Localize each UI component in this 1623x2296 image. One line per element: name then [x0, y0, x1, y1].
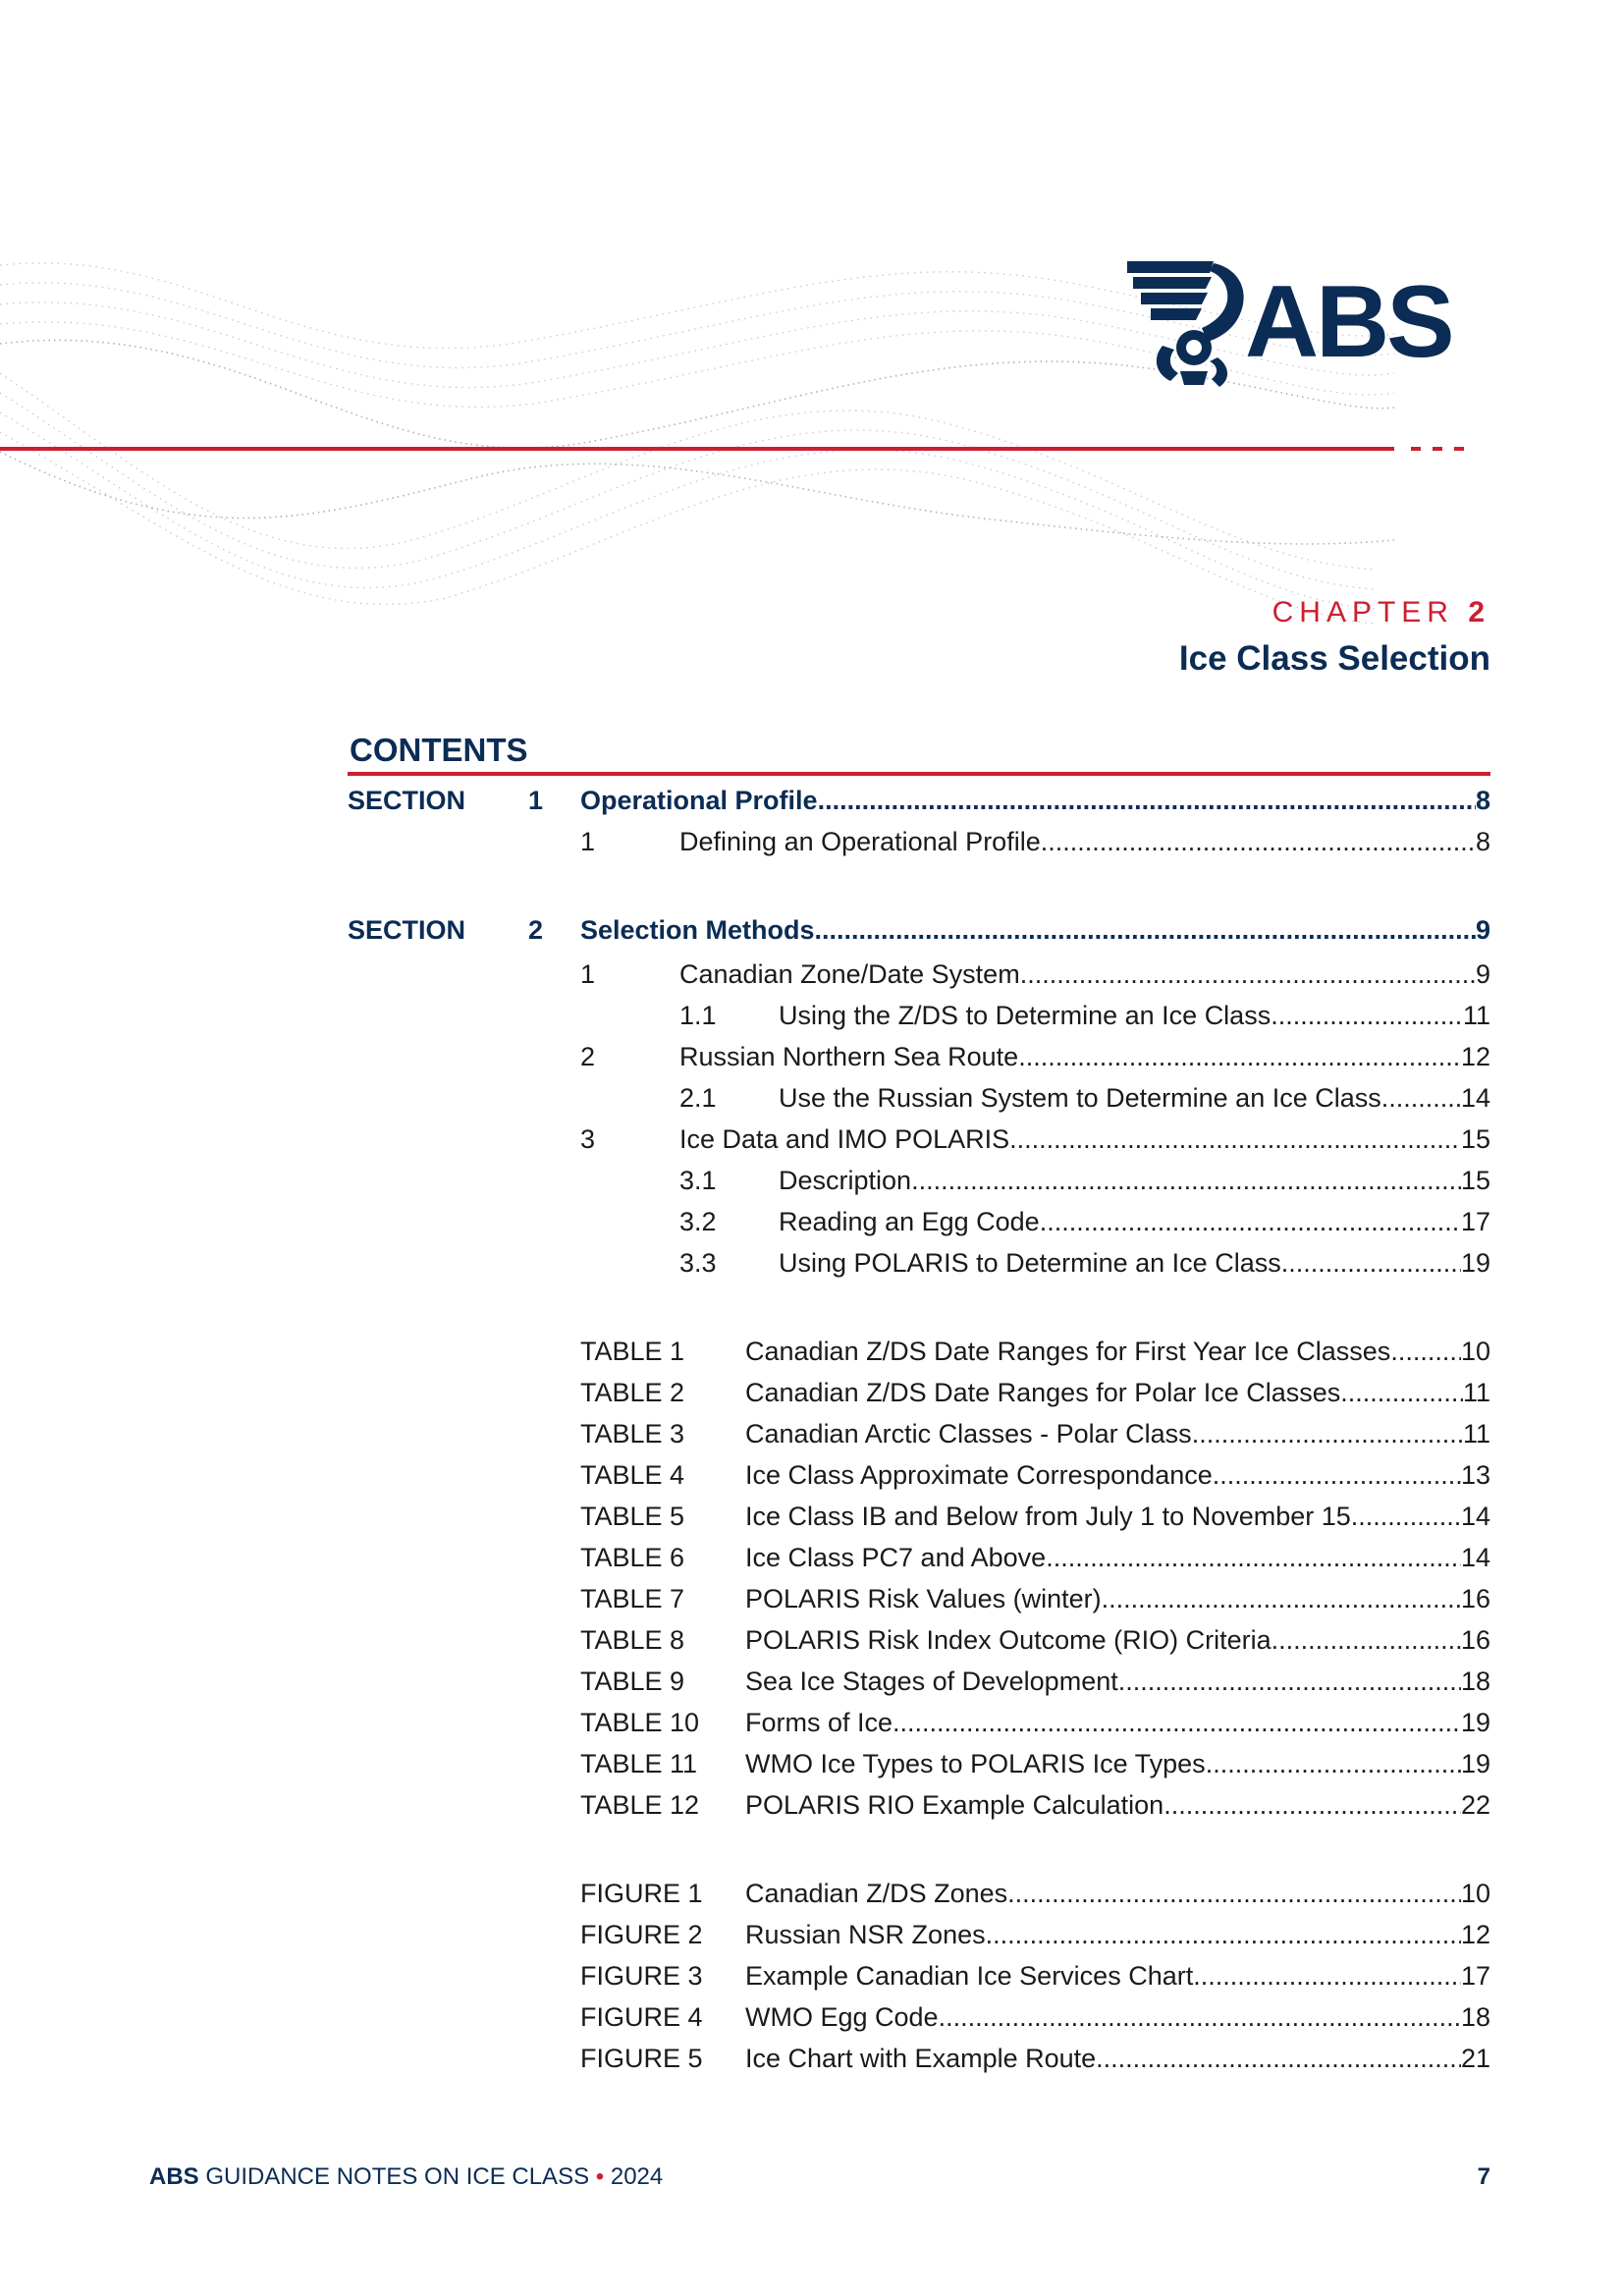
- figure-title: WMO Egg Code: [745, 2002, 939, 2032]
- item-number: 3.1: [679, 1166, 717, 1195]
- page-number: 11: [1462, 1001, 1490, 1030]
- table-entry[interactable]: [0, 1457, 1623, 1493]
- page-number: 15: [1460, 1166, 1490, 1195]
- leader-dots: [1213, 1457, 1461, 1493]
- toc-entry[interactable]: [745, 1581, 1490, 1616]
- figure-entry[interactable]: [0, 1999, 1623, 2035]
- item-number: 3: [580, 1124, 596, 1154]
- page-number: 10: [1460, 1337, 1490, 1366]
- toc-entry[interactable]: [745, 1375, 1490, 1410]
- table-title: POLARIS Risk Index Outcome (RIO) Criteria: [745, 1625, 1271, 1655]
- leader-dots: [911, 1163, 1461, 1198]
- leader-dots: [1007, 1876, 1461, 1911]
- leader-dots: [893, 1705, 1461, 1740]
- table-title: Ice Class PC7 and Above: [745, 1543, 1047, 1572]
- page-number: 16: [1460, 1625, 1490, 1655]
- toc-entry[interactable]: [679, 1121, 1490, 1157]
- toc-subitem[interactable]: [0, 998, 1623, 1033]
- table-title: Canadian Z/DS Date Ranges for Polar Ice Classes: [745, 1378, 1341, 1407]
- toc-entry[interactable]: [779, 1204, 1490, 1239]
- item-title: Using POLARIS to Determine an Ice Class: [779, 1248, 1281, 1278]
- figure-label: FIGURE 4: [580, 2002, 703, 2032]
- leader-dots: [1040, 1204, 1461, 1239]
- table-label: TABLE 11: [580, 1749, 698, 1778]
- table-label: TABLE 8: [580, 1625, 685, 1655]
- item-number: 1: [580, 827, 596, 856]
- section-label: SECTION: [348, 786, 466, 815]
- figure-entry[interactable]: [0, 1958, 1623, 1994]
- toc-entry[interactable]: [745, 1416, 1490, 1451]
- page-number: 14: [1460, 1083, 1490, 1113]
- table-title: Ice Class Approximate Correspondance: [745, 1460, 1213, 1490]
- table-label: TABLE 3: [580, 1419, 685, 1449]
- page-number: 17: [1460, 1961, 1490, 1991]
- item-title: Defining an Operational Profile: [679, 827, 1041, 856]
- leader-dots: [1281, 1245, 1461, 1281]
- abs-logo: [1129, 259, 1483, 397]
- toc-entry[interactable]: [745, 1540, 1490, 1575]
- page-number: 10: [1460, 1879, 1490, 1908]
- section-row[interactable]: [0, 912, 1623, 948]
- toc-item[interactable]: [0, 957, 1623, 992]
- footer-brand: ABS: [149, 2163, 199, 2190]
- page-number: 13: [1460, 1460, 1490, 1490]
- page-number: 19: [1460, 1708, 1490, 1737]
- leader-dots: [1046, 1540, 1461, 1575]
- leader-dots: [1193, 1958, 1461, 1994]
- item-number: 1: [580, 959, 596, 989]
- toc-subitem[interactable]: [0, 1245, 1623, 1281]
- toc-entry[interactable]: [745, 1958, 1490, 1994]
- item-number: 3.3: [679, 1248, 717, 1278]
- item-number: 3.2: [679, 1207, 717, 1236]
- table-title: Sea Ice Stages of Development: [745, 1667, 1118, 1696]
- page-number: 12: [1460, 1042, 1490, 1071]
- page-number: 14: [1460, 1502, 1490, 1531]
- table-entry[interactable]: [0, 1375, 1623, 1410]
- leader-dots: [1271, 998, 1463, 1033]
- toc-entry[interactable]: [745, 1457, 1490, 1493]
- page-number: 21: [1460, 2044, 1490, 2073]
- toc-entry[interactable]: [745, 1917, 1490, 1952]
- toc-entry[interactable]: [779, 1163, 1490, 1198]
- toc-item[interactable]: [0, 824, 1623, 859]
- leader-dots: [1018, 1039, 1461, 1074]
- toc-item[interactable]: [0, 1121, 1623, 1157]
- item-number: 1.1: [679, 1001, 717, 1030]
- figure-label: FIGURE 1: [580, 1879, 703, 1908]
- toc-item[interactable]: [0, 1039, 1623, 1074]
- table-entry[interactable]: [0, 1540, 1623, 1575]
- chapter-label: [1272, 596, 1490, 629]
- leader-dots: [1118, 1664, 1461, 1699]
- section-row[interactable]: [0, 783, 1623, 818]
- page-number: 8: [1475, 786, 1490, 815]
- footer-title: GUIDANCE NOTES ON ICE CLASS: [205, 2163, 590, 2190]
- table-entry[interactable]: [0, 1746, 1623, 1781]
- footer: [149, 2163, 663, 2191]
- page-number: 19: [1460, 1749, 1490, 1778]
- section-number: 2: [528, 915, 544, 945]
- table-title: WMO Ice Types to POLARIS Ice Types: [745, 1749, 1206, 1778]
- table-title: Canadian Arctic Classes - Polar Class: [745, 1419, 1192, 1449]
- contents-heading: CONTENTS: [350, 732, 528, 768]
- leader-dots: [1096, 2041, 1461, 2076]
- page-number: 11: [1462, 1378, 1490, 1407]
- chapter-word: CHAPTER: [1271, 596, 1454, 629]
- toc-entry[interactable]: [745, 1622, 1490, 1658]
- page-number: 18: [1460, 1667, 1490, 1696]
- toc-entry[interactable]: [745, 1334, 1490, 1369]
- chapter-number: 2: [1468, 596, 1490, 629]
- table-entry[interactable]: [0, 1416, 1623, 1451]
- item-title: Canadian Zone/Date System: [679, 959, 1020, 989]
- leader-dots: [1351, 1499, 1461, 1534]
- table-entry[interactable]: [0, 1664, 1623, 1699]
- table-label: TABLE 9: [580, 1667, 685, 1696]
- leader-dots: [1192, 1416, 1463, 1451]
- chapter-title: Ice Class Selection: [1178, 639, 1490, 678]
- eagle-icon: [1123, 255, 1261, 393]
- toc-subitem[interactable]: [0, 1204, 1623, 1239]
- item-title: Reading an Egg Code: [779, 1207, 1040, 1236]
- page-number: 19: [1460, 1248, 1490, 1278]
- toc-entry[interactable]: [745, 1705, 1490, 1740]
- table-label: TABLE 12: [580, 1790, 700, 1820]
- page-number: 9: [1475, 959, 1490, 989]
- toc-subitem[interactable]: [0, 1163, 1623, 1198]
- table-entry[interactable]: [0, 1705, 1623, 1740]
- page-number: 12: [1460, 1920, 1490, 1949]
- leader-dots: [1009, 1121, 1461, 1157]
- table-title: POLARIS Risk Values (winter): [745, 1584, 1102, 1613]
- leader-dots: [1206, 1746, 1461, 1781]
- section-entry[interactable]: [580, 783, 1490, 818]
- contents-rule: [348, 772, 1490, 776]
- leader-dots: [818, 783, 1476, 818]
- toc-entry[interactable]: [679, 957, 1490, 992]
- section-number: 1: [528, 786, 544, 815]
- footer-bullet: •: [595, 2163, 605, 2190]
- table-label: TABLE 2: [580, 1378, 685, 1407]
- table-entry[interactable]: [0, 1787, 1623, 1823]
- page-number: 11: [1462, 1419, 1490, 1449]
- item-title: Russian Northern Sea Route: [679, 1042, 1019, 1071]
- table-entry[interactable]: [0, 1499, 1623, 1534]
- page-number: 8: [1475, 827, 1490, 856]
- item-title: Use the Russian System to Determine an Ice Class: [779, 1083, 1381, 1113]
- table-title: Canadian Z/DS Date Ranges for First Year Ice Classes: [745, 1337, 1391, 1366]
- toc-entry[interactable]: [779, 1245, 1490, 1281]
- page-number: 9: [1475, 915, 1490, 945]
- section-label: SECTION: [348, 915, 466, 945]
- toc-entry[interactable]: [745, 1999, 1490, 2035]
- item-title: Using the Z/DS to Determine an Ice Class: [779, 1001, 1271, 1030]
- logo-wordmark: ABS: [1245, 265, 1452, 379]
- section-title: Operational Profile: [580, 786, 818, 815]
- figure-title: Ice Chart with Example Route: [745, 2044, 1097, 2073]
- toc-subitem[interactable]: [0, 1080, 1623, 1116]
- table-title: Forms of Ice: [745, 1708, 893, 1737]
- table-title: POLARIS RIO Example Calculation: [745, 1790, 1164, 1820]
- table-label: TABLE 7: [580, 1584, 685, 1613]
- toc-entry[interactable]: [745, 1499, 1490, 1534]
- table-label: TABLE 5: [580, 1502, 685, 1531]
- figure-entry[interactable]: [0, 2041, 1623, 2076]
- section-entry[interactable]: [580, 912, 1490, 948]
- toc-entry[interactable]: [745, 1664, 1490, 1699]
- page-number: 14: [1460, 1543, 1490, 1572]
- table-label: TABLE 4: [580, 1460, 685, 1490]
- table-label: TABLE 1: [580, 1337, 685, 1366]
- figure-title: Canadian Z/DS Zones: [745, 1879, 1008, 1908]
- item-title: Description: [779, 1166, 912, 1195]
- header-red-dashes: [1411, 447, 1470, 451]
- leader-dots: [1340, 1375, 1463, 1410]
- figure-label: FIGURE 5: [580, 2044, 703, 2073]
- section-title: Selection Methods: [580, 915, 815, 945]
- page-number: 16: [1460, 1584, 1490, 1613]
- leader-dots: [986, 1917, 1461, 1952]
- footer-page-number: 7: [1477, 2163, 1490, 2190]
- footer-year: 2024: [610, 2163, 664, 2190]
- header-red-rule: [0, 447, 1394, 451]
- figure-entry[interactable]: [0, 1876, 1623, 1911]
- toc-entry[interactable]: [745, 1746, 1490, 1781]
- table-label: TABLE 10: [580, 1708, 700, 1737]
- item-title: Ice Data and IMO POLARIS: [679, 1124, 1010, 1154]
- toc-entry[interactable]: [779, 998, 1490, 1033]
- table-entry[interactable]: [0, 1334, 1623, 1369]
- leader-dots: [1390, 1334, 1461, 1369]
- page-number: 17: [1460, 1207, 1490, 1236]
- table-entry[interactable]: [0, 1581, 1623, 1616]
- figure-title: Example Canadian Ice Services Chart: [745, 1961, 1194, 1991]
- leader-dots: [1271, 1622, 1461, 1658]
- page-number: 15: [1460, 1124, 1490, 1154]
- figure-label: FIGURE 2: [580, 1920, 703, 1949]
- toc-entry[interactable]: [679, 824, 1490, 859]
- leader-dots: [1102, 1581, 1461, 1616]
- toc-entry[interactable]: [745, 1876, 1490, 1911]
- table-label: TABLE 6: [580, 1543, 685, 1572]
- toc-entry[interactable]: [745, 1787, 1490, 1823]
- table-entry[interactable]: [0, 1622, 1623, 1658]
- item-number: 2.1: [679, 1083, 717, 1113]
- page-number: 22: [1460, 1790, 1490, 1820]
- leader-dots: [1041, 824, 1476, 859]
- leader-dots: [1381, 1080, 1461, 1116]
- leader-dots: [1163, 1787, 1461, 1823]
- figure-label: FIGURE 3: [580, 1961, 703, 1991]
- leader-dots: [1020, 957, 1476, 992]
- toc-entry[interactable]: [745, 2041, 1490, 2076]
- page-number: 18: [1460, 2002, 1490, 2032]
- table-title: Ice Class IB and Below from July 1 to November 15: [745, 1502, 1351, 1531]
- leader-dots: [815, 912, 1476, 948]
- figure-entry[interactable]: [0, 1917, 1623, 1952]
- toc-entry[interactable]: [779, 1080, 1490, 1116]
- figure-title: Russian NSR Zones: [745, 1920, 986, 1949]
- leader-dots: [939, 1999, 1461, 2035]
- item-number: 2: [580, 1042, 596, 1071]
- toc-entry[interactable]: [679, 1039, 1490, 1074]
